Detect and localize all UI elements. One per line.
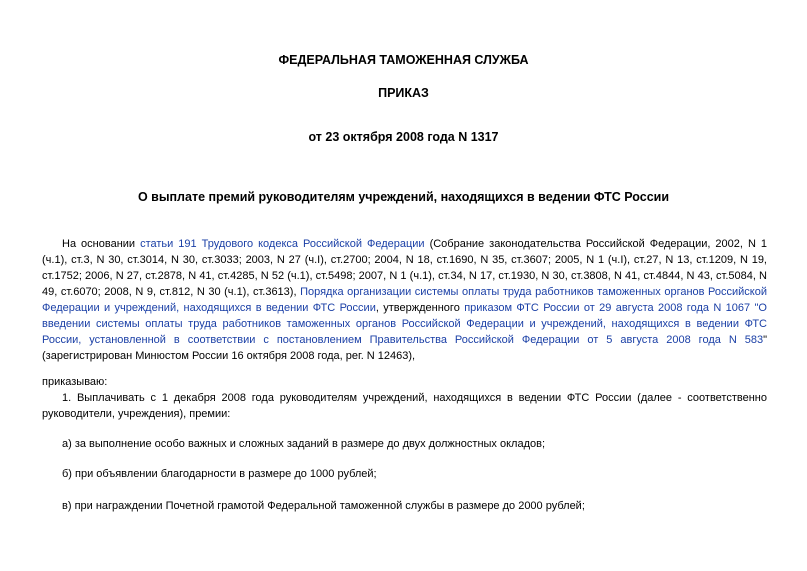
doc-type-heading: ПРИКАЗ xyxy=(378,86,429,100)
sub-item-a: а) за выполнение особо важных и сложных заданий в размере до двух должностных окладов; xyxy=(62,438,546,450)
agency-heading: ФЕДЕРАЛЬНАЯ ТАМОЖЕННАЯ СЛУЖБА xyxy=(278,53,529,67)
fts-order-1067-link[interactable]: приказом ФТС России от 29 августа 2008 года N 1067 "О введении системы оплаты труда работников таможенных органов Российской Федерации и учреждений, находящихся в ведении ФТС России, установленной в соответствии с постановлением Правительства Российской Федерации от 5 августа 2008 года N 583 xyxy=(42,302,767,346)
order-word: приказываю: xyxy=(42,376,108,388)
intro-text-1: На основании xyxy=(62,238,141,250)
sub-item-v: в) при награждении Почетной грамотой Федеральной таможенной службы в размере до 2000 рублей; xyxy=(62,500,585,512)
document-title: О выплате премий руководителям учреждений, находящихся в ведении ФТС России xyxy=(137,190,670,204)
intro-text-2: (Собрание законодательства Российской Федерации, 2002, N 1 (ч.1), ст.3, N 30, ст.3014, N 30, ст.3033; 2003, N 27 (ч.I), ст.2700; 2004, N 18, ст.1690, N 35, ст.3607; 2005, N 1 (ч.I), ст.27, N 13, ст.1209, N 19, ст.1752; 2006, N 27, ст.2878, N 41, ст.4285, N 52 (ч.1), ст.5498; 2007, N 1 (ч.1), ст.34, N 17, ст.1930, N 30, ст.3808, N 41, ст.4844, N 43, ст.5084, N 49, ст.6070; 2008, N 9, ст.812, N 30 (ч.1), ст.3613), xyxy=(42,238,768,298)
intro-paragraph xyxy=(42,236,767,364)
pay-system-order-link[interactable]: Порядка организации системы оплаты труда работников таможенных органов Российской Федерации и учреждений, находящихся в ведении ФТС России xyxy=(42,286,768,314)
sub-item-b: б) при объявлении благодарности в размере до 1000 рублей; xyxy=(62,468,377,480)
intro-text-3: , утвержденного xyxy=(375,302,465,314)
date-number-heading: от 23 октября 2008 года N 1317 xyxy=(308,130,499,144)
labor-code-link[interactable]: статьи 191 Трудового кодекса Российской Федерации xyxy=(140,238,425,250)
item-1: 1. Выплачивать с 1 декабря 2008 года руководителям учреждений, находящихся в ведении ФТС России (далее - соответственно руководители, учреждения), премии: xyxy=(42,392,767,420)
intro-text-4: " (зарегистрирован Минюстом России 16 октября 2008 года, рег. N 12463), xyxy=(42,334,767,362)
